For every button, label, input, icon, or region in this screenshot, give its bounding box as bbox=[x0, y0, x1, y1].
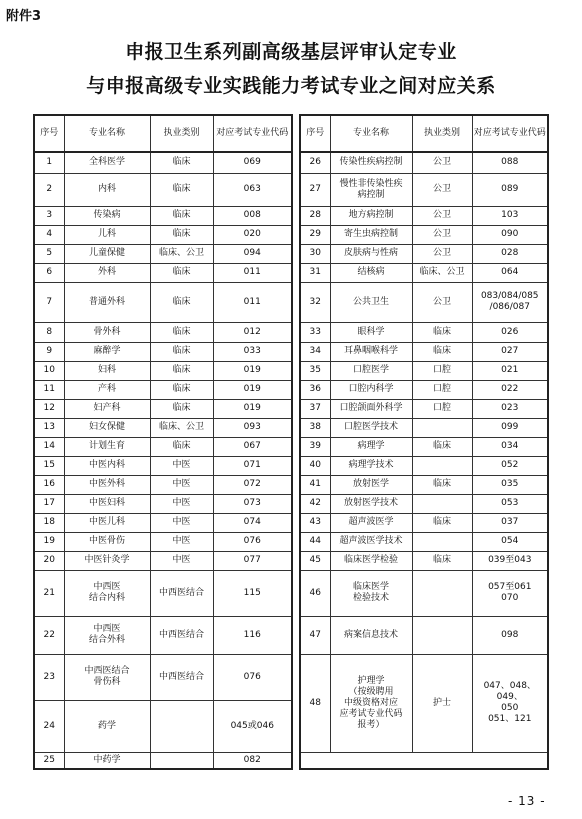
cell-code: 054 bbox=[472, 532, 548, 551]
cell-category: 临床 bbox=[150, 206, 213, 225]
cell-category: 中医 bbox=[150, 456, 213, 475]
table-row bbox=[34, 263, 292, 282]
table-row bbox=[300, 342, 548, 361]
cell-code: 057至061 070 bbox=[472, 570, 548, 616]
cell-code: 072 bbox=[213, 475, 292, 494]
table-row bbox=[34, 752, 292, 769]
cell-seq: 14 bbox=[34, 437, 64, 456]
cell-seq: 21 bbox=[34, 570, 64, 616]
cell-category: 临床 bbox=[412, 342, 472, 361]
table-row bbox=[34, 399, 292, 418]
table-row bbox=[300, 263, 548, 282]
cell-code: 035 bbox=[472, 475, 548, 494]
cell-seq: 4 bbox=[34, 225, 64, 244]
cell-category: 中西医结合 bbox=[150, 654, 213, 700]
cell-code: 039至043 bbox=[472, 551, 548, 570]
cell-category: 临床 bbox=[412, 322, 472, 342]
cell-code: 077 bbox=[213, 551, 292, 570]
table-row bbox=[300, 532, 548, 551]
cell-code: 074 bbox=[213, 513, 292, 532]
cell-seq: 26 bbox=[300, 152, 330, 173]
cell-category: 护士 bbox=[412, 654, 472, 752]
table-row bbox=[300, 225, 548, 244]
cell-category bbox=[412, 418, 472, 437]
cell-name: 中药学 bbox=[64, 752, 150, 769]
cell-seq: 47 bbox=[300, 616, 330, 654]
table-row bbox=[300, 570, 548, 616]
cell-name: 妇女保健 bbox=[64, 418, 150, 437]
cell-category: 公卫 bbox=[412, 152, 472, 173]
table-row bbox=[300, 475, 548, 494]
table-row bbox=[34, 380, 292, 399]
cell-category: 公卫 bbox=[412, 206, 472, 225]
cell-category: 中医 bbox=[150, 494, 213, 513]
cell-seq: 2 bbox=[34, 173, 64, 206]
cell-code: 052 bbox=[472, 456, 548, 475]
cell-seq: 38 bbox=[300, 418, 330, 437]
cell-code: 012 bbox=[213, 322, 292, 342]
cell-seq: 7 bbox=[34, 282, 64, 322]
cell-category: 中西医结合 bbox=[150, 616, 213, 654]
table-row bbox=[300, 152, 548, 173]
cell-name: 皮肤病与性病 bbox=[330, 244, 412, 263]
header-name: 专业名称 bbox=[330, 115, 412, 152]
cell-name: 儿科 bbox=[64, 225, 150, 244]
cell-seq: 29 bbox=[300, 225, 330, 244]
table-row bbox=[34, 282, 292, 322]
cell-seq: 28 bbox=[300, 206, 330, 225]
cell-category: 口腔 bbox=[412, 361, 472, 380]
cell-name: 外科 bbox=[64, 263, 150, 282]
cell-name: 口腔颌面外科学 bbox=[330, 399, 412, 418]
cell-code: 053 bbox=[472, 494, 548, 513]
cell-name: 传染病 bbox=[64, 206, 150, 225]
cell-name: 护理学 （按级聘用 中级资格对应 应考试专业代码 报考） bbox=[330, 654, 412, 752]
table-row bbox=[300, 361, 548, 380]
cell-code: 069 bbox=[213, 152, 292, 173]
cell-code: 045或046 bbox=[213, 700, 292, 752]
table-row bbox=[34, 513, 292, 532]
cell-seq: 44 bbox=[300, 532, 330, 551]
cell-code: 103 bbox=[472, 206, 548, 225]
cell-seq: 37 bbox=[300, 399, 330, 418]
table-row bbox=[34, 551, 292, 570]
cell-name: 慢性非传染性疾 病控制 bbox=[330, 173, 412, 206]
cell-seq: 24 bbox=[34, 700, 64, 752]
header-code: 对应考试专业代码 bbox=[213, 115, 292, 152]
cell-seq: 5 bbox=[34, 244, 64, 263]
table-row bbox=[34, 152, 292, 173]
cell-code: 011 bbox=[213, 263, 292, 282]
cell-name: 传染性疾病控制 bbox=[330, 152, 412, 173]
header-category: 执业类别 bbox=[150, 115, 213, 152]
cell-seq: 23 bbox=[34, 654, 64, 700]
cell-seq: 9 bbox=[34, 342, 64, 361]
cell-code: 047、048、049、 050 051、121 bbox=[472, 654, 548, 752]
cell-name: 全科医学 bbox=[64, 152, 150, 173]
cell-category: 公卫 bbox=[412, 282, 472, 322]
cell-category: 中医 bbox=[150, 475, 213, 494]
table-row bbox=[300, 399, 548, 418]
cell-name: 普通外科 bbox=[64, 282, 150, 322]
table-row bbox=[34, 532, 292, 551]
cell-seq: 17 bbox=[34, 494, 64, 513]
cell-category: 口腔 bbox=[412, 380, 472, 399]
cell-name: 病案信息技术 bbox=[330, 616, 412, 654]
cell-name: 病理学 bbox=[330, 437, 412, 456]
cell-name: 寄生虫病控制 bbox=[330, 225, 412, 244]
cell-name: 放射医学 bbox=[330, 475, 412, 494]
cell-category: 中医 bbox=[150, 532, 213, 551]
table-row bbox=[300, 654, 548, 752]
cell-name: 中医妇科 bbox=[64, 494, 150, 513]
cell-code: 089 bbox=[472, 173, 548, 206]
cell-category: 公卫 bbox=[412, 225, 472, 244]
table-row bbox=[300, 513, 548, 532]
cell-name: 耳鼻咽喉科学 bbox=[330, 342, 412, 361]
cell-code: 094 bbox=[213, 244, 292, 263]
cell-name: 内科 bbox=[64, 173, 150, 206]
cell-name: 中医儿科 bbox=[64, 513, 150, 532]
cell-name: 中西医 结合内科 bbox=[64, 570, 150, 616]
cell-code: 082 bbox=[213, 752, 292, 769]
cell-name: 眼科学 bbox=[330, 322, 412, 342]
table-row bbox=[34, 654, 292, 700]
cell-code: 076 bbox=[213, 654, 292, 700]
cell-code: 023 bbox=[472, 399, 548, 418]
table-row bbox=[300, 456, 548, 475]
cell-name: 中医外科 bbox=[64, 475, 150, 494]
cell-seq: 6 bbox=[34, 263, 64, 282]
cell-seq: 32 bbox=[300, 282, 330, 322]
cell-name: 儿童保健 bbox=[64, 244, 150, 263]
cell-name: 妇产科 bbox=[64, 399, 150, 418]
cell-name: 计划生育 bbox=[64, 437, 150, 456]
cell-code: 098 bbox=[472, 616, 548, 654]
table-header-row bbox=[34, 115, 292, 152]
cell-seq: 18 bbox=[34, 513, 64, 532]
table-row bbox=[34, 322, 292, 342]
table-row bbox=[34, 225, 292, 244]
cell-category: 中医 bbox=[150, 513, 213, 532]
page-number: - 13 - bbox=[508, 794, 546, 808]
cell-code: 022 bbox=[472, 380, 548, 399]
cell-category: 临床 bbox=[412, 513, 472, 532]
right-table bbox=[299, 114, 549, 770]
cell-code: 019 bbox=[213, 399, 292, 418]
cell-seq: 31 bbox=[300, 263, 330, 282]
cell-name: 中西医结合 骨伤科 bbox=[64, 654, 150, 700]
cell-code: 011 bbox=[213, 282, 292, 322]
cell-category bbox=[150, 700, 213, 752]
cell-category: 临床 bbox=[150, 225, 213, 244]
empty-cell bbox=[300, 752, 548, 769]
cell-seq: 45 bbox=[300, 551, 330, 570]
cell-seq: 19 bbox=[34, 532, 64, 551]
cell-code: 064 bbox=[472, 263, 548, 282]
cell-code: 099 bbox=[472, 418, 548, 437]
table-row bbox=[34, 570, 292, 616]
cell-name: 结核病 bbox=[330, 263, 412, 282]
cell-code: 037 bbox=[472, 513, 548, 532]
cell-code: 093 bbox=[213, 418, 292, 437]
table-row bbox=[300, 282, 548, 322]
cell-category bbox=[412, 532, 472, 551]
cell-seq: 34 bbox=[300, 342, 330, 361]
table-row bbox=[300, 437, 548, 456]
cell-category: 临床 bbox=[150, 437, 213, 456]
table-row bbox=[300, 616, 548, 654]
cell-seq: 33 bbox=[300, 322, 330, 342]
cell-seq: 25 bbox=[34, 752, 64, 769]
table-row bbox=[300, 173, 548, 206]
cell-category: 公卫 bbox=[412, 244, 472, 263]
cell-name: 中医针灸学 bbox=[64, 551, 150, 570]
cell-seq: 27 bbox=[300, 173, 330, 206]
table-row bbox=[34, 173, 292, 206]
cell-seq: 22 bbox=[34, 616, 64, 654]
table-row bbox=[34, 616, 292, 654]
header-category: 执业类别 bbox=[412, 115, 472, 152]
table-header-row bbox=[300, 115, 548, 152]
cell-category: 临床 bbox=[150, 361, 213, 380]
cell-seq: 8 bbox=[34, 322, 64, 342]
cell-category: 临床 bbox=[150, 399, 213, 418]
cell-seq: 1 bbox=[34, 152, 64, 173]
cell-category: 临床、公卫 bbox=[150, 244, 213, 263]
page-title-line-1: 申报卫生系列副高级基层评审认定专业 bbox=[125, 41, 457, 63]
cell-code: 021 bbox=[472, 361, 548, 380]
cell-seq: 16 bbox=[34, 475, 64, 494]
cell-name: 妇科 bbox=[64, 361, 150, 380]
cell-code: 020 bbox=[213, 225, 292, 244]
table-row bbox=[34, 437, 292, 456]
cell-category: 公卫 bbox=[412, 173, 472, 206]
cell-category: 中医 bbox=[150, 551, 213, 570]
cell-seq: 12 bbox=[34, 399, 64, 418]
cell-name: 病理学技术 bbox=[330, 456, 412, 475]
cell-name: 临床医学 检验技术 bbox=[330, 570, 412, 616]
cell-name: 产科 bbox=[64, 380, 150, 399]
cell-name: 地方病控制 bbox=[330, 206, 412, 225]
cell-category: 临床、公卫 bbox=[150, 418, 213, 437]
table-row-empty bbox=[300, 752, 548, 769]
cell-seq: 10 bbox=[34, 361, 64, 380]
cell-name: 药学 bbox=[64, 700, 150, 752]
table-row bbox=[300, 244, 548, 263]
cell-name: 麻醉学 bbox=[64, 342, 150, 361]
table-row bbox=[300, 418, 548, 437]
cell-category bbox=[412, 456, 472, 475]
table-row bbox=[34, 206, 292, 225]
header-name: 专业名称 bbox=[64, 115, 150, 152]
cell-category: 临床 bbox=[150, 152, 213, 173]
cell-category bbox=[412, 570, 472, 616]
cell-seq: 35 bbox=[300, 361, 330, 380]
attachment-label: 附件3 bbox=[6, 9, 42, 24]
cell-code: 019 bbox=[213, 361, 292, 380]
cell-category: 临床 bbox=[150, 173, 213, 206]
cell-name: 口腔医学技术 bbox=[330, 418, 412, 437]
cell-name: 超声波医学技术 bbox=[330, 532, 412, 551]
cell-seq: 42 bbox=[300, 494, 330, 513]
left-table bbox=[33, 114, 293, 770]
cell-code: 067 bbox=[213, 437, 292, 456]
cell-code: 027 bbox=[472, 342, 548, 361]
cell-seq: 36 bbox=[300, 380, 330, 399]
cell-category: 临床、公卫 bbox=[412, 263, 472, 282]
cell-seq: 46 bbox=[300, 570, 330, 616]
cell-seq: 40 bbox=[300, 456, 330, 475]
header-seq: 序号 bbox=[300, 115, 330, 152]
cell-category: 临床 bbox=[412, 551, 472, 570]
cell-seq: 3 bbox=[34, 206, 64, 225]
cell-category: 中西医结合 bbox=[150, 570, 213, 616]
cell-category: 临床 bbox=[412, 475, 472, 494]
cell-code: 019 bbox=[213, 380, 292, 399]
cell-code: 083/084/085 /086/087 bbox=[472, 282, 548, 322]
cell-name: 临床医学检验 bbox=[330, 551, 412, 570]
cell-code: 076 bbox=[213, 532, 292, 551]
cell-name: 超声波医学 bbox=[330, 513, 412, 532]
cell-name: 中西医 结合外科 bbox=[64, 616, 150, 654]
cell-category: 临床 bbox=[150, 322, 213, 342]
header-code: 对应考试专业代码 bbox=[472, 115, 548, 152]
cell-category: 临床 bbox=[412, 437, 472, 456]
table-row bbox=[34, 475, 292, 494]
table-row bbox=[34, 418, 292, 437]
cell-code: 063 bbox=[213, 173, 292, 206]
cell-name: 公共卫生 bbox=[330, 282, 412, 322]
table-row bbox=[34, 494, 292, 513]
cell-code: 034 bbox=[472, 437, 548, 456]
table-row bbox=[300, 322, 548, 342]
cell-name: 中医骨伤 bbox=[64, 532, 150, 551]
cell-code: 033 bbox=[213, 342, 292, 361]
table-row bbox=[300, 206, 548, 225]
cell-category bbox=[150, 752, 213, 769]
cell-seq: 43 bbox=[300, 513, 330, 532]
cell-seq: 11 bbox=[34, 380, 64, 399]
header-seq: 序号 bbox=[34, 115, 64, 152]
table-row bbox=[300, 380, 548, 399]
cell-name: 骨外科 bbox=[64, 322, 150, 342]
cell-name: 放射医学技术 bbox=[330, 494, 412, 513]
cell-code: 026 bbox=[472, 322, 548, 342]
cell-seq: 20 bbox=[34, 551, 64, 570]
page-title-line-2: 与申报高级专业实践能力考试专业之间对应关系 bbox=[86, 75, 496, 97]
cell-code: 073 bbox=[213, 494, 292, 513]
cell-seq: 15 bbox=[34, 456, 64, 475]
table-row bbox=[34, 456, 292, 475]
cell-code: 088 bbox=[472, 152, 548, 173]
table-row bbox=[34, 700, 292, 752]
cell-seq: 48 bbox=[300, 654, 330, 752]
cell-code: 071 bbox=[213, 456, 292, 475]
table-row bbox=[300, 551, 548, 570]
cell-code: 090 bbox=[472, 225, 548, 244]
cell-code: 008 bbox=[213, 206, 292, 225]
table-row bbox=[34, 244, 292, 263]
cell-category: 临床 bbox=[150, 380, 213, 399]
cell-code: 115 bbox=[213, 570, 292, 616]
cell-category bbox=[412, 494, 472, 513]
cell-name: 口腔内科学 bbox=[330, 380, 412, 399]
cell-name: 口腔医学 bbox=[330, 361, 412, 380]
cell-seq: 30 bbox=[300, 244, 330, 263]
cell-category bbox=[412, 616, 472, 654]
cell-category: 临床 bbox=[150, 342, 213, 361]
table-row bbox=[34, 342, 292, 361]
cell-seq: 39 bbox=[300, 437, 330, 456]
cell-seq: 13 bbox=[34, 418, 64, 437]
cell-category: 临床 bbox=[150, 263, 213, 282]
table-row bbox=[300, 494, 548, 513]
cell-code: 028 bbox=[472, 244, 548, 263]
cell-name: 中医内科 bbox=[64, 456, 150, 475]
cell-code: 116 bbox=[213, 616, 292, 654]
cell-category: 口腔 bbox=[412, 399, 472, 418]
table-row bbox=[34, 361, 292, 380]
cell-category: 临床 bbox=[150, 282, 213, 322]
cell-seq: 41 bbox=[300, 475, 330, 494]
